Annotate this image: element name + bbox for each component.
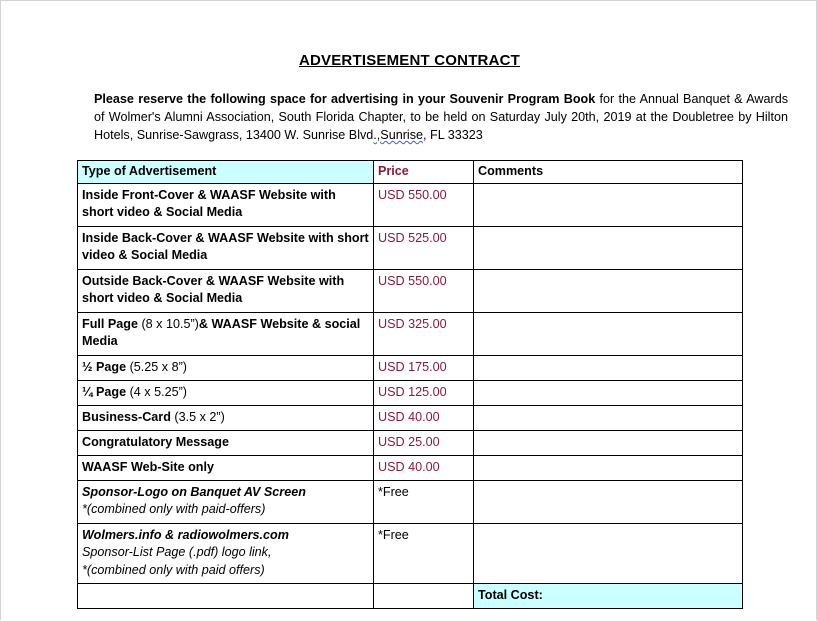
row-comments[interactable] xyxy=(474,380,743,405)
row-label-note: *(combined only with paid-offers) xyxy=(82,502,266,516)
row-price: USD 40.00 xyxy=(374,405,474,430)
row-price: USD 550.00 xyxy=(374,183,474,226)
row-comments[interactable] xyxy=(474,312,743,355)
row-label-size: (5.25 x 8”) xyxy=(126,359,187,374)
row-label xyxy=(78,405,374,430)
document-title: ADVERTISEMENT CONTRACT xyxy=(298,52,521,69)
row-price: USD 125.00 xyxy=(374,380,474,405)
row-label-bold: ½ Page xyxy=(82,359,127,374)
row-price: USD 175.00 xyxy=(374,355,474,380)
row-label-size: (8 x 10.5”) xyxy=(137,316,199,331)
table-row xyxy=(78,430,743,455)
table-row xyxy=(78,312,743,355)
table-row xyxy=(78,480,743,523)
row-label-size: (3.5 x 2”) xyxy=(170,409,225,424)
table-header-row xyxy=(78,161,743,184)
row-label xyxy=(78,480,374,523)
total-empty-cell[interactable] xyxy=(78,583,374,608)
header-comments: Comments xyxy=(474,161,743,184)
total-empty-cell-2[interactable] xyxy=(374,583,474,608)
row-price: *Free xyxy=(374,523,474,583)
table-row xyxy=(78,183,743,226)
header-type: Type of Advertisement xyxy=(78,161,374,184)
row-label: Inside Front-Cover & WAASF Website with short video & Social Media xyxy=(78,183,374,226)
table-row xyxy=(78,226,743,269)
row-comments[interactable] xyxy=(474,405,743,430)
row-label xyxy=(78,380,374,405)
spelling-flag[interactable]: .,Sunrise xyxy=(373,128,423,142)
row-label: Outside Back-Cover & WAASF Website with short video & Social Media xyxy=(78,269,374,312)
row-label-bold-extra: & WAASF Website & social Media xyxy=(82,316,361,348)
row-label-bold: Full Page xyxy=(82,316,138,331)
row-label-title: Wolmers.info & radiowolmers.com xyxy=(82,527,289,542)
table-row xyxy=(78,380,743,405)
intro-text: for the Annual Banquet & Awards of Wolmer's Alumni Association, South Florida Chapter, to be held on Saturday July 20th, 2019 at the Doubletree by Hilton Hotels, Sunrise-Sawgrass, 13400 W. Sunrise Blvd xyxy=(94,92,788,142)
intro-paragraph xyxy=(94,90,788,144)
row-comments[interactable] xyxy=(474,355,743,380)
table-row xyxy=(78,523,743,583)
row-label-note-2: *(combined only with paid offers) xyxy=(82,562,265,577)
row-label: Congratulatory Message xyxy=(78,430,374,455)
total-cost-label[interactable]: Total Cost: xyxy=(474,583,743,608)
row-label-title: Sponsor-Logo on Banquet AV Screen xyxy=(82,484,306,499)
row-comments[interactable] xyxy=(474,455,743,480)
table-row xyxy=(78,455,743,480)
row-label: WAASF Web-Site only xyxy=(78,455,374,480)
row-price: USD 40.00 xyxy=(374,455,474,480)
row-label-note: Sponsor-List Page (.pdf) logo link, xyxy=(82,545,272,559)
row-price: USD 550.00 xyxy=(374,269,474,312)
row-price: USD 325.00 xyxy=(374,312,474,355)
intro-bold-lead: Please reserve the following space for advertising in your Souvenir Program Book xyxy=(94,92,596,106)
row-label-bold: ¼ Page xyxy=(82,384,127,399)
row-comments[interactable] xyxy=(474,523,743,583)
row-price: *Free xyxy=(374,480,474,523)
row-comments[interactable] xyxy=(474,480,743,523)
row-price: USD 525.00 xyxy=(374,226,474,269)
row-comments[interactable] xyxy=(474,183,743,226)
row-price: USD 25.00 xyxy=(374,430,474,455)
row-label-bold: Business-Card xyxy=(82,409,171,424)
row-label-size: (4 x 5.25”) xyxy=(126,384,187,399)
row-comments[interactable] xyxy=(474,226,743,269)
row-comments[interactable] xyxy=(474,430,743,455)
intro-tail: , FL 33323 xyxy=(423,128,483,142)
header-price: Price xyxy=(374,161,474,184)
row-label xyxy=(78,523,374,583)
row-comments[interactable] xyxy=(474,269,743,312)
table-row xyxy=(78,269,743,312)
table-row xyxy=(78,405,743,430)
table-row xyxy=(78,355,743,380)
row-label xyxy=(78,355,374,380)
advertisement-table xyxy=(77,160,743,609)
total-row xyxy=(78,583,743,608)
row-label: Inside Back-Cover & WAASF Website with short video & Social Media xyxy=(78,226,374,269)
row-label xyxy=(78,312,374,355)
